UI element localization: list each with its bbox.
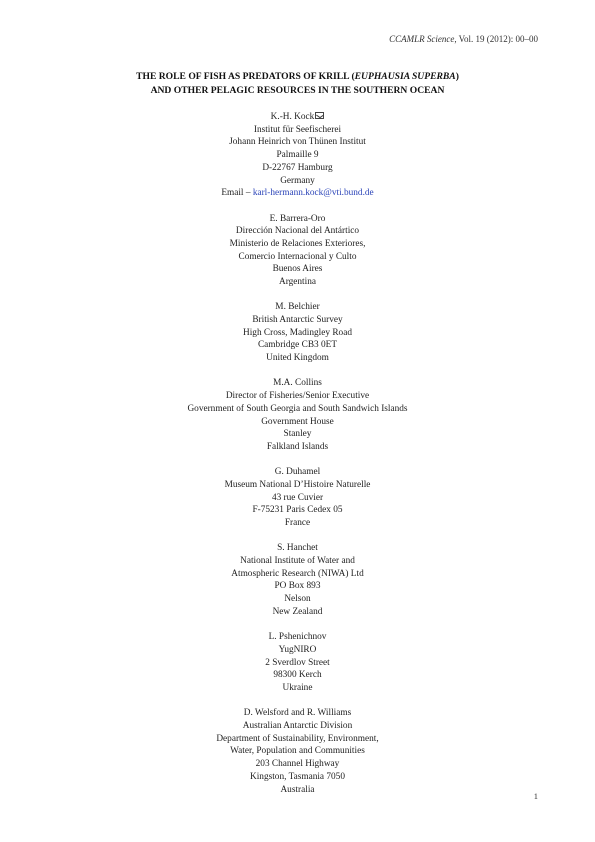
- affiliation-line: Atmospheric Research (NIWA) Ltd: [231, 568, 364, 579]
- affiliation-block: [0, 631, 595, 695]
- affiliation-block: [0, 466, 595, 530]
- affiliation-block: [0, 301, 595, 365]
- author-name: K.-H. Kock: [0, 111, 595, 124]
- affiliation-line: United Kingdom: [266, 353, 329, 364]
- affiliation-line: Ukraine: [282, 682, 313, 693]
- paper-title: [0, 70, 595, 98]
- title-line-1: THE ROLE OF FISH AS PREDATORS OF KRILL (EUPHAUSIA SUPERBA): [136, 71, 459, 82]
- affiliation-line: Institut für Seefischerei: [253, 124, 342, 135]
- affiliation-line: Palmaille 9: [276, 150, 319, 161]
- affiliation-line: YugNIRO: [278, 644, 317, 655]
- affiliation-line: Dirección Nacional del Antártico: [235, 226, 360, 237]
- author-name: S. Hanchet: [277, 543, 318, 554]
- affiliation-line: Government House: [261, 416, 334, 427]
- affiliation-line: Germany: [280, 175, 315, 186]
- affiliation-line: 203 Channel Highway: [255, 759, 340, 770]
- author-name: G. Duhamel: [274, 467, 321, 478]
- journal-volume: , Vol. 19 (2012): 00–00: [454, 34, 538, 44]
- title-line-2: AND OTHER PELAGIC RESOURCES IN THE SOUTHERN OCEAN: [150, 85, 445, 96]
- affiliation-block: [0, 707, 595, 796]
- affiliation-line: Kingston, Tasmania 7050: [250, 771, 345, 782]
- affiliation-block: [0, 213, 595, 289]
- page-number: 1: [533, 791, 538, 801]
- affiliation-line: Department of Sustainability, Environment,: [216, 733, 379, 744]
- affiliation-line: Water, Population and Communities: [230, 746, 365, 757]
- author-name: D. Welsford and R. Williams: [243, 708, 352, 719]
- affiliation-block: [0, 377, 595, 453]
- affiliation-line: Ministerio de Relaciones Exteriores,: [229, 238, 366, 249]
- running-head: [389, 34, 538, 44]
- affiliation-line: Government of South Georgia and South Sandwich Islands: [187, 403, 408, 414]
- affiliation-line: Nelson: [284, 594, 311, 605]
- affiliation-line: High Cross, Madingley Road: [243, 327, 352, 338]
- affiliation-block: [0, 111, 595, 200]
- affiliation-line: Museum National D’Histoire Naturelle: [224, 479, 371, 490]
- affiliation-line: Argentina: [278, 277, 316, 288]
- author-name: L. Pshenichnov: [268, 632, 327, 643]
- affiliation-line: Director of Fisheries/Senior Executive: [225, 391, 370, 402]
- affiliation-line: France: [284, 518, 311, 529]
- email-line: Email – karl-hermann.kock@vti.bund.de: [221, 188, 374, 199]
- affiliation-line: Comercio Internacional y Culto: [238, 251, 357, 262]
- affiliation-line: 43 rue Cuvier: [271, 492, 324, 503]
- affiliation-line: Australian Antarctic Division: [242, 720, 353, 731]
- author-name: M. Belchier: [275, 302, 320, 313]
- affiliation-line: Australia: [280, 784, 315, 795]
- envelope-icon[interactable]: [315, 112, 324, 119]
- email-link[interactable]: karl-hermann.kock@vti.bund.de: [252, 188, 374, 199]
- journal-name: CCAMLR Science: [389, 34, 455, 44]
- affiliation-line: 2 Sverdlov Street: [265, 657, 330, 668]
- affiliation-line: Stanley: [283, 429, 312, 440]
- affiliation-line: 98300 Kerch: [273, 670, 322, 681]
- author-name: E. Barrera-Oro: [269, 213, 326, 224]
- species-name: EUPHAUSIA SUPERBA: [354, 71, 456, 82]
- affiliation-line: D-22767 Hamburg: [262, 162, 333, 173]
- affiliation-line: F-75231 Paris Cedex 05: [252, 505, 343, 516]
- affiliation-line: National Institute of Water and: [240, 556, 355, 567]
- affiliation-line: PO Box 893: [274, 581, 321, 592]
- author-affiliations: [0, 111, 595, 809]
- affiliation-line: New Zealand: [272, 606, 323, 617]
- affiliation-line: Johann Heinrich von Thünen Institut: [229, 137, 366, 148]
- affiliation-line: Cambridge CB3 0ET: [257, 340, 337, 351]
- affiliation-block: [0, 542, 595, 618]
- author-name: M.A. Collins: [273, 378, 322, 389]
- affiliation-line: Falkland Islands: [266, 441, 329, 452]
- affiliation-line: Buenos Aires: [272, 264, 323, 275]
- affiliation-line: British Antarctic Survey: [252, 315, 343, 326]
